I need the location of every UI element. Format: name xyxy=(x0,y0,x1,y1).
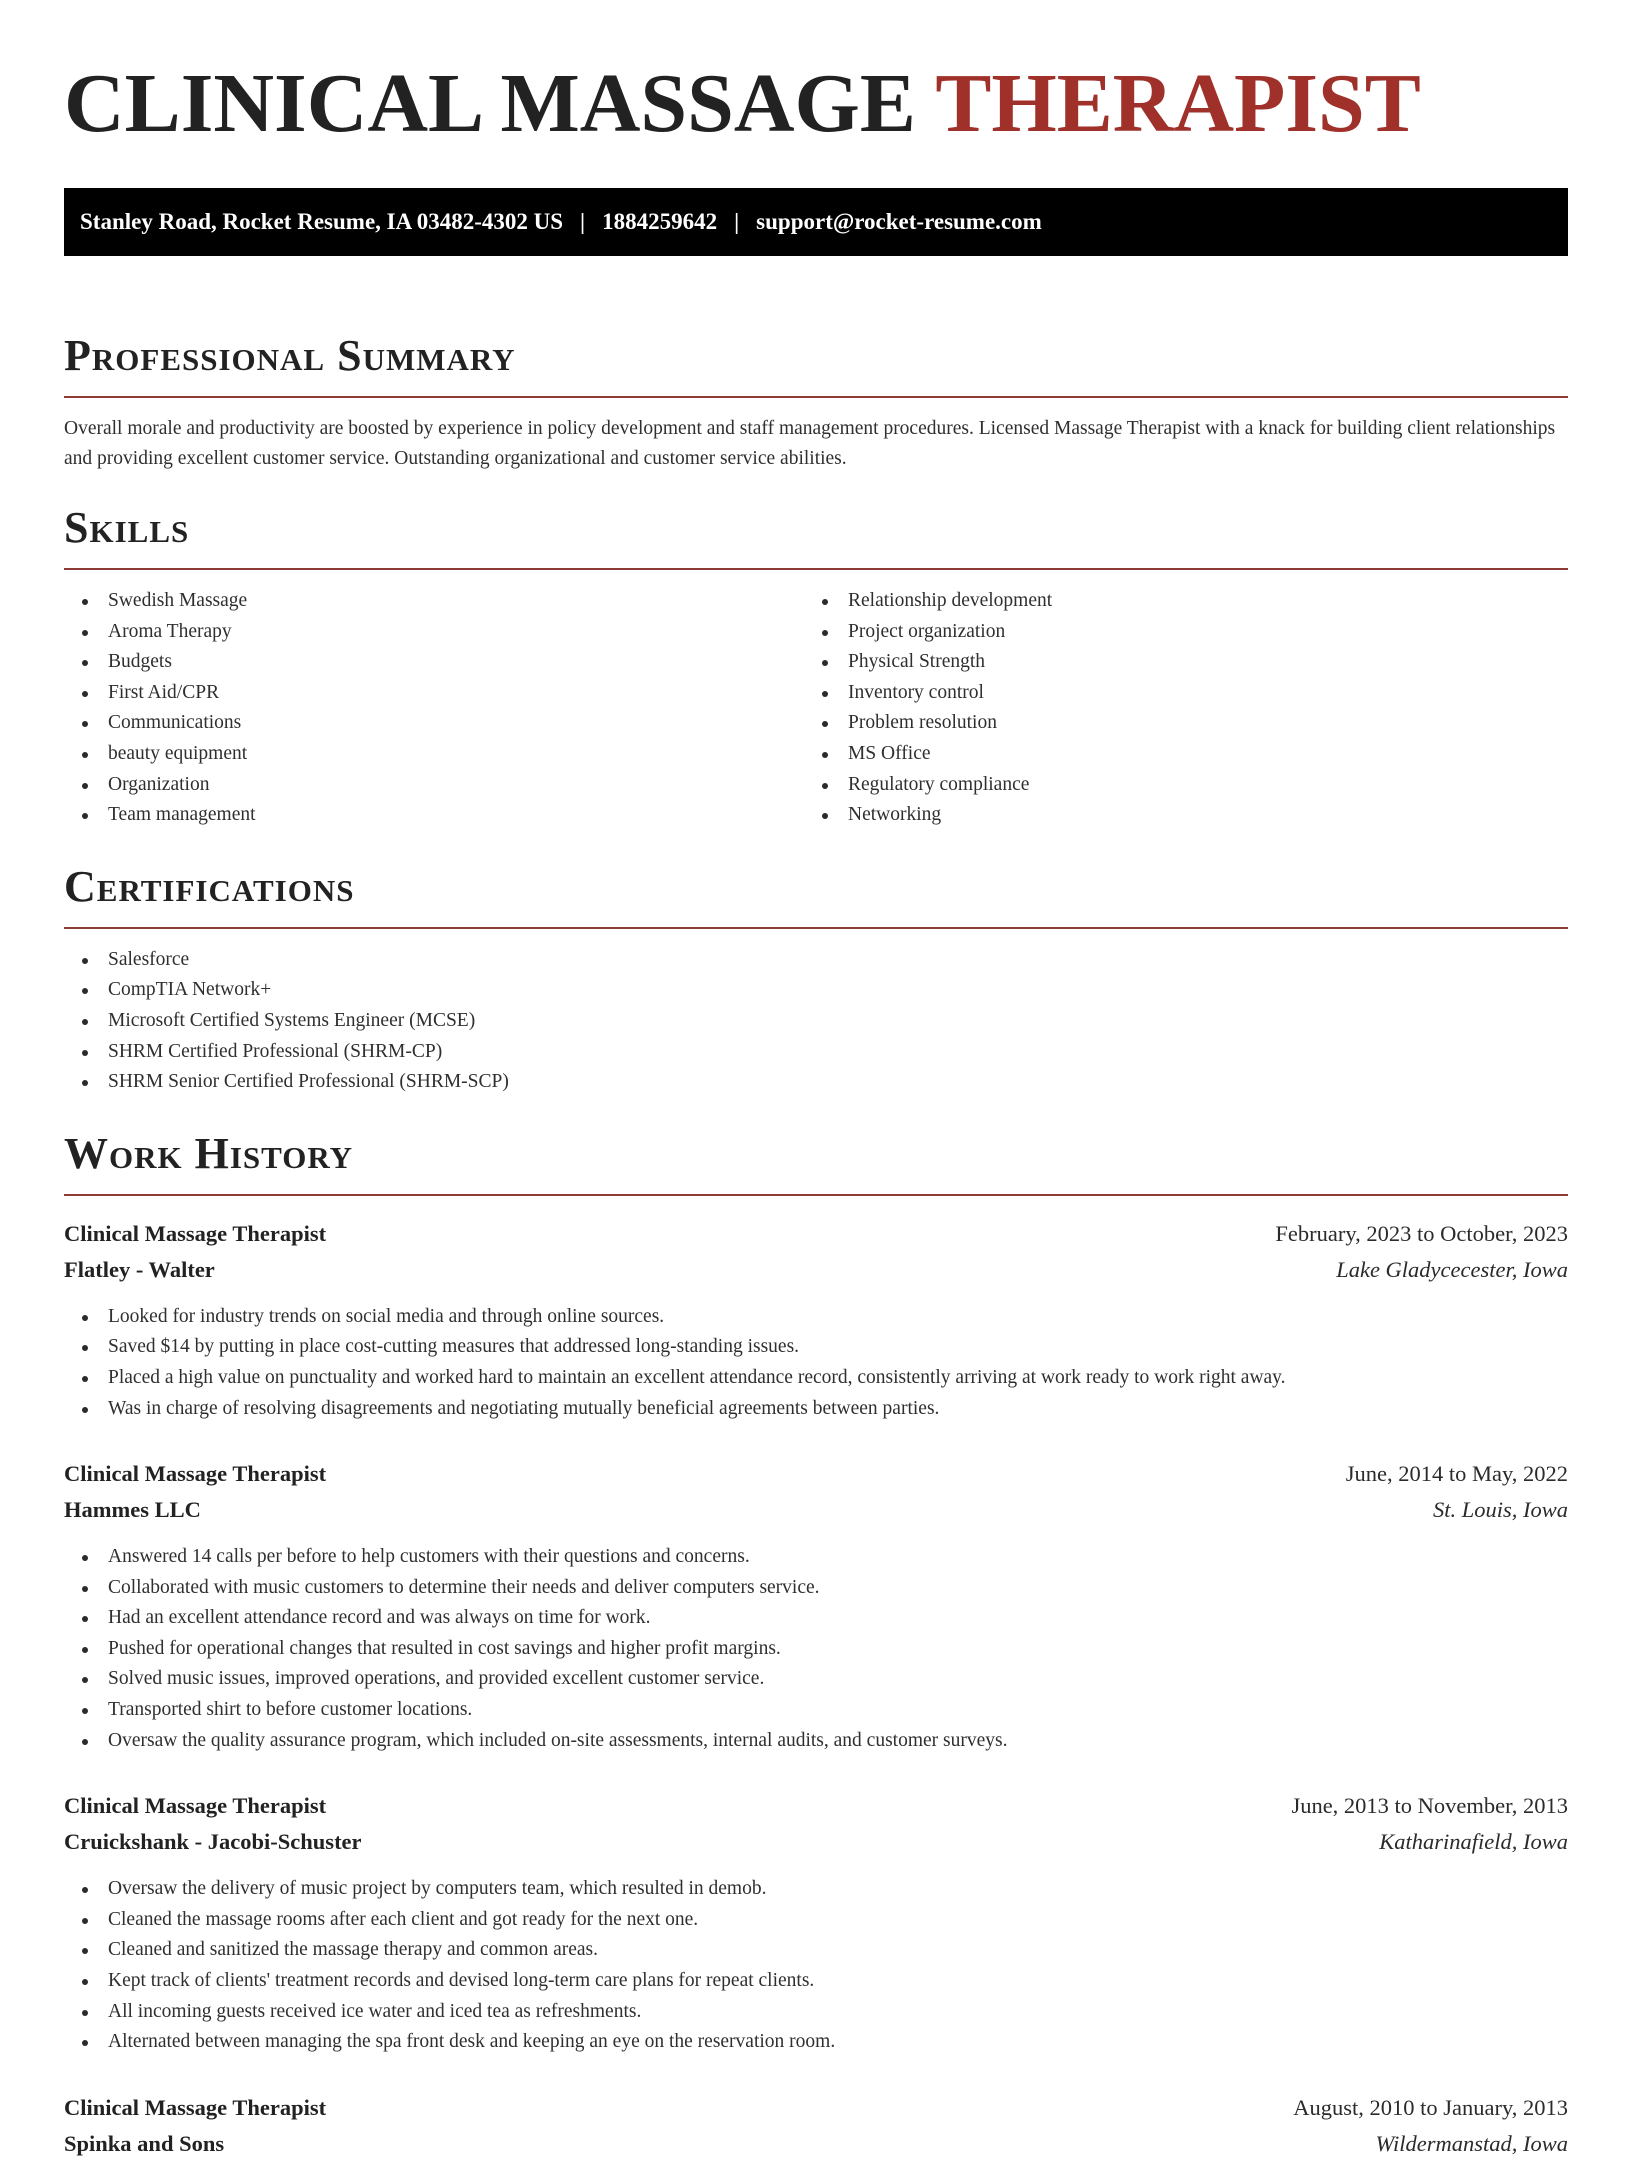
job-title: Clinical Massage Therapist xyxy=(64,2094,327,2120)
job-title: Clinical Massage Therapist xyxy=(64,1220,327,1246)
job-location: Wildermanstad, Iowa xyxy=(1375,2130,1568,2156)
job-duty-item: Saved $14 by putting in place cost-cutting measures that addressed long-standing issues. xyxy=(64,1332,1568,1363)
contact-bar xyxy=(64,188,1568,256)
section-divider xyxy=(64,1194,1568,1196)
job-title: Clinical Massage Therapist xyxy=(64,1461,327,1487)
job-duty-item: Cleaned and sanitized the massage therapy and common areas. xyxy=(64,1935,1568,1966)
skill-item: Inventory control xyxy=(804,678,1544,709)
job-duties-list xyxy=(64,1542,1568,1756)
certification-item: CompTIA Network+ xyxy=(64,975,1568,1006)
job-duty-item: Oversaw the delivery of music project by computers team, which resulted in demob. xyxy=(64,1874,1568,1905)
skill-item: Team management xyxy=(64,800,804,831)
job-duty-item: Looked for industry trends on social media and through online sources. xyxy=(64,1302,1568,1333)
skill-item: Regulatory compliance xyxy=(804,770,1544,801)
job-duties-list xyxy=(64,1874,1568,2058)
skill-item: MS Office xyxy=(804,739,1544,770)
job-company-row xyxy=(64,1824,1568,1860)
job-duty-item: Had an excellent attendance record and was always on time for work. xyxy=(64,1603,1568,1634)
skills-columns xyxy=(64,586,1568,831)
section-divider xyxy=(64,568,1568,570)
job-company: Flatley - Walter xyxy=(64,1256,215,1282)
certifications-section xyxy=(64,863,1568,1098)
job-entry xyxy=(64,2090,1568,2162)
job-company: Spinka and Sons xyxy=(64,2130,225,2156)
skill-item: Communications xyxy=(64,708,804,739)
job-entry xyxy=(64,1456,1568,1756)
certification-item: Microsoft Certified Systems Engineer (MCSE) xyxy=(64,1006,1568,1037)
job-entry xyxy=(64,1216,1568,1424)
job-company-row xyxy=(64,1492,1568,1528)
certification-item: Salesforce xyxy=(64,945,1568,976)
job-company: Hammes LLC xyxy=(64,1497,201,1523)
job-duty-item: Oversaw the quality assurance program, which included on-site assessments, internal audits, and customer surveys. xyxy=(64,1726,1568,1757)
job-duty-item: Answered 14 calls per before to help customers with their questions and concerns. xyxy=(64,1542,1568,1573)
job-header-row xyxy=(64,1788,1568,1824)
job-dates: June, 2013 to November, 2013 xyxy=(1291,1793,1568,1819)
section-heading-skills: Skills xyxy=(64,503,190,552)
professional-summary-section xyxy=(64,332,1568,474)
contact-separator: | xyxy=(580,209,586,234)
job-title: Clinical Massage Therapist xyxy=(64,1793,327,1819)
job-duty-item: Transported shirt to before customer locations. xyxy=(64,1695,1568,1726)
section-divider xyxy=(64,927,1568,929)
contact-phone: 1884259642 xyxy=(602,209,718,234)
skill-item: Physical Strength xyxy=(804,647,1544,678)
job-duty-item: Kept track of clients' treatment records and devised long-term care plans for repeat clients. xyxy=(64,1966,1568,1997)
job-dates: August, 2010 to January, 2013 xyxy=(1293,2094,1568,2120)
skills-column-right xyxy=(804,586,1544,831)
skill-item: Swedish Massage xyxy=(64,586,804,617)
skill-item: Project organization xyxy=(804,617,1544,648)
resume-title xyxy=(64,56,1568,152)
skill-item: Organization xyxy=(64,770,804,801)
skill-item: Budgets xyxy=(64,647,804,678)
skill-item: Aroma Therapy xyxy=(64,617,804,648)
job-location: St. Louis, Iowa xyxy=(1432,1497,1568,1523)
job-location: Katharinafield, Iowa xyxy=(1379,1829,1568,1855)
section-divider xyxy=(64,396,1568,398)
skill-item: Problem resolution xyxy=(804,708,1544,739)
section-heading-summary: Professional Summary xyxy=(64,331,516,380)
job-duty-item: All incoming guests received ice water and iced tea as refreshments. xyxy=(64,1997,1568,2028)
skill-item: Relationship development xyxy=(804,586,1544,617)
job-duty-item: Solved music issues, improved operations, and provided excellent customer service. xyxy=(64,1664,1568,1695)
job-duty-item: Cleaned the massage rooms after each client and got ready for the next one. xyxy=(64,1905,1568,1936)
job-duties-list xyxy=(64,1302,1568,1424)
title-accent: THERAPIST xyxy=(935,57,1421,150)
job-header-row xyxy=(64,1456,1568,1492)
job-duty-item: Alternated between managing the spa front desk and keeping an eye on the reservation room. xyxy=(64,2027,1568,2058)
job-dates: February, 2023 to October, 2023 xyxy=(1275,1220,1568,1246)
skill-item: First Aid/CPR xyxy=(64,678,804,709)
job-company-row xyxy=(64,1252,1568,1288)
skill-item: beauty equipment xyxy=(64,739,804,770)
contact-address: Stanley Road, Rocket Resume, IA 03482-4302 US xyxy=(80,209,563,234)
job-duty-item: Was in charge of resolving disagreements and negotiating mutually beneficial agreements between parties. xyxy=(64,1394,1568,1425)
contact-separator: | xyxy=(734,209,740,234)
job-location: Lake Gladycecester, Iowa xyxy=(1336,1256,1568,1282)
skills-column-left xyxy=(64,586,804,831)
job-company: Cruickshank - Jacobi-Schuster xyxy=(64,1829,362,1855)
skills-list-right xyxy=(804,586,1544,831)
certification-item: SHRM Certified Professional (SHRM-CP) xyxy=(64,1037,1568,1068)
certifications-list xyxy=(64,945,1568,1098)
section-heading-certifications: Certifications xyxy=(64,861,355,911)
summary-text: Overall morale and productivity are boosted by experience in policy development and staff management procedures. Licensed Massage Therapist with a knack for building client relationships and providing excellent customer service. Outstanding organizational and customer service abilities. xyxy=(64,418,1556,469)
job-entry xyxy=(64,1788,1568,2058)
job-duty-item: Collaborated with music customers to determine their needs and deliver computers service. xyxy=(64,1573,1568,1604)
job-company-row xyxy=(64,2126,1568,2162)
certification-item: SHRM Senior Certified Professional (SHRM-SCP) xyxy=(64,1067,1568,1098)
contact-email: support@rocket-resume.com xyxy=(756,209,1042,234)
job-duty-item: Placed a high value on punctuality and worked hard to maintain an excellent attendance record, consistently arriving at work ready to work right away. xyxy=(64,1363,1568,1394)
job-header-row xyxy=(64,1216,1568,1252)
title-main: CLINICAL MASSAGE xyxy=(64,57,916,150)
job-dates: June, 2014 to May, 2022 xyxy=(1345,1461,1568,1487)
job-duty-item: Pushed for operational changes that resulted in cost savings and higher profit margins. xyxy=(64,1634,1568,1665)
work-history-section xyxy=(64,1130,1568,2162)
skill-item: Networking xyxy=(804,800,1544,831)
job-header-row xyxy=(64,2090,1568,2126)
skills-list-left xyxy=(64,586,804,831)
skills-section xyxy=(64,504,1568,831)
section-heading-work-history: Work History xyxy=(64,1128,354,1178)
